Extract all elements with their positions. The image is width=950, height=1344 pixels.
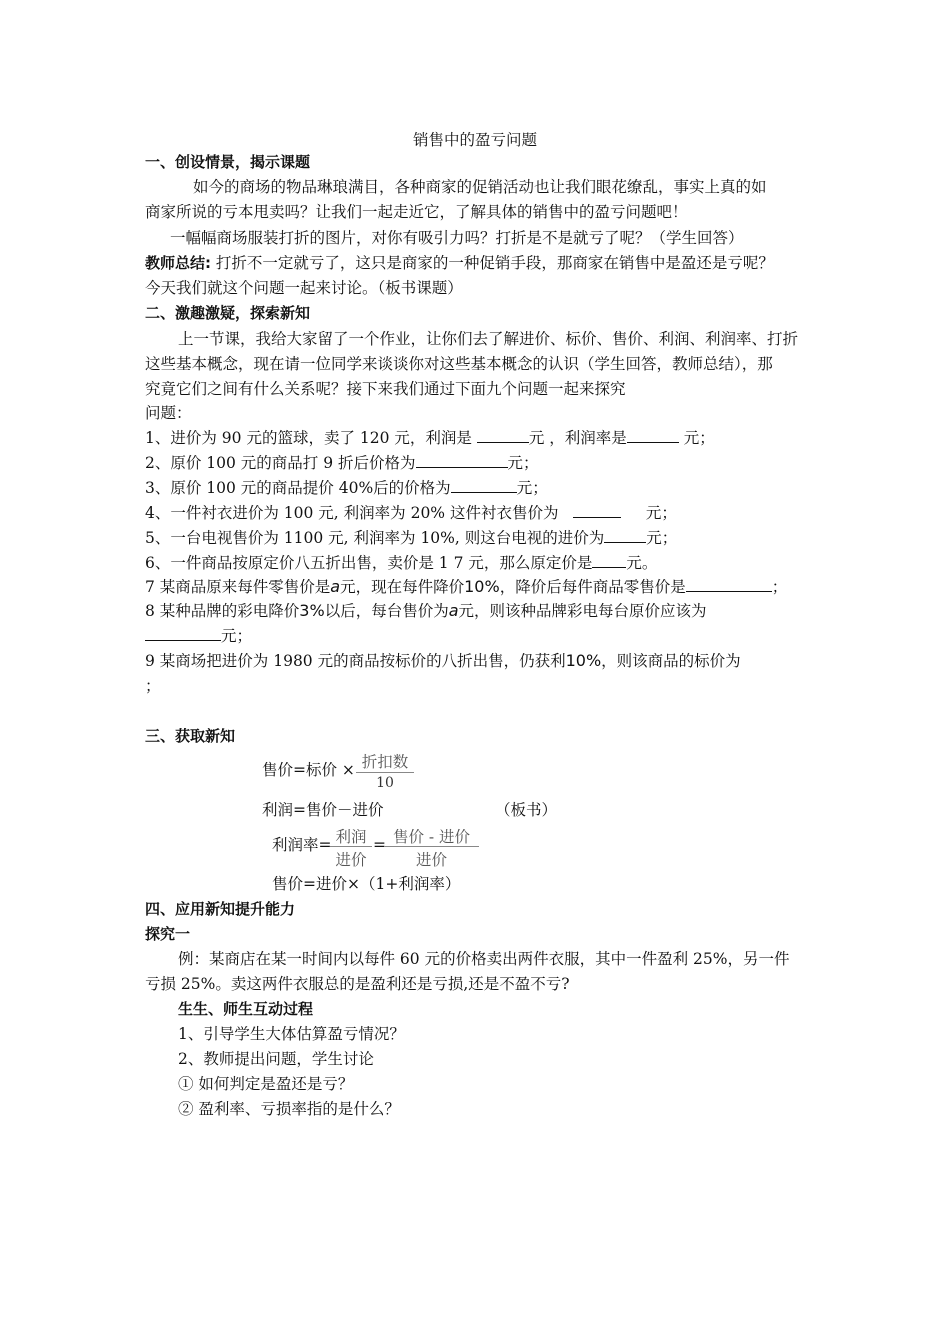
question-text: ； bbox=[771, 578, 788, 596]
question-text: 以后，每台售价为 bbox=[324, 602, 449, 620]
answer-blank bbox=[627, 428, 679, 443]
math-percent: 10% bbox=[464, 577, 500, 596]
fraction-bar bbox=[384, 846, 479, 847]
question-7 bbox=[145, 577, 787, 597]
question-text: 元； bbox=[507, 454, 539, 472]
equals-sign: = bbox=[373, 836, 386, 854]
answer-blank bbox=[145, 626, 221, 641]
question-2 bbox=[145, 453, 539, 473]
formula-sale-price-lhs: 售价=标价 × bbox=[262, 761, 355, 779]
question-text: 2、原价 100 元的商品打 9 折后价格为 bbox=[145, 454, 416, 472]
fraction-numerator: 折扣数 bbox=[361, 753, 409, 771]
answer-blank bbox=[451, 478, 517, 493]
question-text: ，则该商品的标价为 bbox=[601, 652, 741, 670]
question-text: 1、进价为 90 元的篮球，卖了 120 元，利润是 bbox=[145, 429, 472, 447]
paragraph-line: 如今的商场的物品琳琅满目，各种商家的促销活动也让我们眼花缭乱，事实上真的如 bbox=[193, 178, 767, 196]
fraction-denominator: 10 bbox=[376, 775, 394, 791]
list-item: ② 盈利率、亏损率指的是什么？ bbox=[178, 1100, 400, 1118]
question-text: 元； bbox=[221, 627, 253, 645]
answer-blank bbox=[416, 453, 508, 468]
interaction-heading: 生生、师生互动过程 bbox=[178, 1000, 314, 1018]
question-text: 元，则该种品牌彩电每台原价应该为 bbox=[458, 602, 707, 620]
example-line: 亏损 25%。卖这两件衣服总的是盈利还是亏损,还是不盈不亏? bbox=[145, 975, 570, 993]
section-2-heading: 二、激趣激疑，探索新知 bbox=[145, 304, 311, 322]
board-note: （板书） bbox=[495, 801, 558, 819]
paragraph-line bbox=[145, 253, 774, 273]
question-text: 4、一件衬衣进价为 100 元, 利润率为 20% 这件衬衣售价为 bbox=[145, 504, 559, 522]
question-text: 元； bbox=[646, 529, 678, 547]
formula-sale-price-from-cost: 售价=进价×（1+利润率） bbox=[272, 875, 461, 893]
question-8-cont bbox=[145, 626, 252, 646]
answer-blank bbox=[477, 428, 529, 443]
answer-blank bbox=[686, 577, 772, 592]
answer-blank bbox=[592, 553, 626, 568]
formula-profit-rate-lhs: 利润率= bbox=[272, 836, 332, 854]
section-1-heading: 一、创设情景，揭示课题 bbox=[145, 153, 311, 171]
question-text: 6、一件商品按原定价八五折出售，卖价是 1 7 元，那么原定价是 bbox=[145, 554, 593, 572]
question-text: 5、一台电视售价为 1100 元, 利润率为 10%, 则这台电视的进价为 bbox=[145, 529, 605, 547]
fraction-denominator: 进价 bbox=[335, 851, 367, 869]
questions-label: 问题： bbox=[145, 404, 192, 422]
paragraph-text: 打折不一定就亏了，这只是商家的一种促销手段，那商家在销售中是盈还是亏呢？ bbox=[211, 254, 774, 272]
section-3-heading: 三、获取新知 bbox=[145, 727, 236, 745]
paragraph-line: 究竟它们之间有什么关系呢？接下来我们通过下面九个问题一起来探究 bbox=[145, 380, 626, 398]
question-text: 8 某种品牌的彩电降价 bbox=[145, 602, 300, 620]
question-text: 7 某商品原来每件零售价是 bbox=[145, 578, 331, 596]
question-9-cont: ； bbox=[145, 677, 161, 695]
math-percent: 3% bbox=[299, 601, 325, 620]
answer-blank bbox=[573, 503, 621, 518]
paragraph-line: 这些基本概念，现在请一位同学来谈谈你对这些基本概念的认识（学生回答，教师总结），那 bbox=[145, 355, 773, 373]
example-line: 例：某商店在某一时间内以每件 60 元的价格卖出两件衣服，其中一件盈利 25%，另一件 bbox=[178, 950, 790, 968]
math-variable: a bbox=[448, 601, 459, 620]
fraction-numerator: 利润 bbox=[335, 828, 367, 846]
list-item: 2、教师提出问题，学生讨论 bbox=[178, 1050, 374, 1068]
subsection-heading: 探究一 bbox=[145, 925, 191, 943]
question-text: 元，现在每件降价 bbox=[340, 578, 465, 596]
paragraph-line: 一幅幅商场服装打折的图片，对你有吸引力吗？打折是不是就亏了呢？（学生回答） bbox=[170, 229, 744, 247]
paragraph-line: 上一节课，我给大家留了一个作业，让你们去了解进价、标价、售价、利润、利润率、打折 bbox=[178, 330, 799, 348]
math-variable: a bbox=[330, 577, 341, 596]
formula-profit: 利润=售价－进价 bbox=[262, 801, 384, 819]
question-9 bbox=[145, 651, 741, 671]
teacher-summary-label: 教师总结: bbox=[145, 254, 211, 272]
question-text: 元； bbox=[683, 429, 715, 447]
paragraph-line: 今天我们就这个问题一起来讨论。（板书课题） bbox=[145, 279, 463, 297]
question-text: 9 某商场把进价为 1980 元的商品按标价的八折出售，仍获利 bbox=[145, 652, 566, 670]
fraction-denominator: 进价 bbox=[415, 851, 447, 869]
question-text: ，降价后每件商品零售价是 bbox=[499, 578, 686, 596]
answer-blank bbox=[604, 528, 646, 543]
question-text: 元。 bbox=[626, 554, 658, 572]
paragraph-line: 商家所说的亏本甩卖吗？让我们一起走近它，了解具体的销售中的盈亏问题吧！ bbox=[145, 203, 688, 221]
question-text: 元； bbox=[516, 479, 548, 497]
question-text: 元； bbox=[645, 504, 677, 522]
fraction-bar bbox=[330, 846, 372, 847]
question-text: 元 ，利润率是 bbox=[528, 429, 627, 447]
question-6 bbox=[145, 553, 657, 573]
section-4-heading: 四、应用新知提升能力 bbox=[145, 900, 296, 918]
question-5 bbox=[145, 528, 677, 548]
fraction-bar bbox=[356, 772, 414, 773]
list-item: 1、引导学生大体估算盈亏情况？ bbox=[178, 1025, 405, 1043]
question-text: 3、原价 100 元的商品提价 40%后的价格为 bbox=[145, 479, 451, 497]
question-3 bbox=[145, 478, 548, 498]
list-item: ① 如何判定是盈还是亏？ bbox=[178, 1075, 354, 1093]
document-title: 销售中的盈亏问题 bbox=[412, 131, 537, 149]
question-1 bbox=[145, 428, 715, 448]
math-percent: 10% bbox=[565, 651, 602, 670]
fraction-numerator: 售价 - 进价 bbox=[392, 828, 471, 846]
question-4 bbox=[145, 503, 677, 523]
question-8 bbox=[145, 601, 707, 621]
